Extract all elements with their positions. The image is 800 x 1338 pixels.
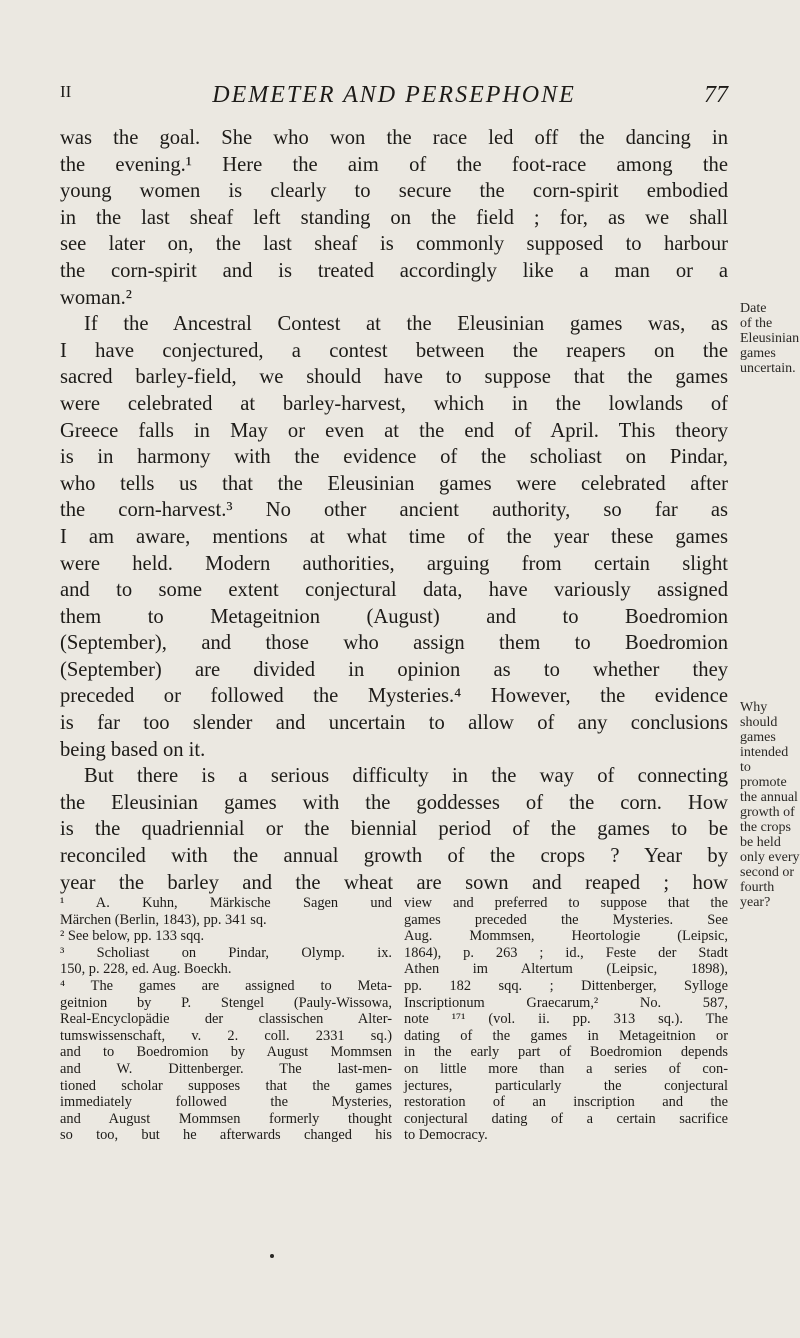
printer-mark (270, 1254, 274, 1258)
text-line: is in harmony with the evidence of the scholiast on Pindar, (60, 446, 728, 469)
text-line: If the Ancestral Contest at the Eleusinian games was, as (84, 313, 728, 336)
margin-note-line: only every (740, 850, 800, 865)
text-line: and to some extent conjectural data, have variously assigned (60, 579, 728, 602)
margin-note-why (740, 700, 800, 910)
text-line: who tells us that the Eleusinian games were celebrated after (60, 472, 728, 495)
footnotes-right-column (404, 895, 728, 1144)
footnote-line: ¹ A. Kuhn, Märkische Sagen und (60, 895, 392, 911)
text-line: is far too slender and uncertain to allow of any conclusions (60, 712, 728, 735)
footnote-line: and W. Dittenberger. The last-men- (60, 1060, 392, 1077)
margin-note-line: Why (740, 700, 768, 715)
text-line: (September) are divided in opinion as to whether they (60, 658, 728, 681)
margin-note-line: second or (740, 865, 795, 880)
margin-note-line: Date (740, 301, 767, 316)
running-title: DEMETER AND PERSEPHONE (212, 82, 576, 108)
text-line: I am aware, mentions at what time of the year these games (60, 525, 728, 548)
text-line: year the barley and the wheat are sown and reaped ; how (60, 871, 728, 894)
text-line: were celebrated at barley-harvest, which in the lowlands of (60, 392, 728, 415)
footnote-line: tioned scholar supposes that the games (60, 1077, 392, 1094)
main-text (60, 125, 728, 896)
text-line: (September), and those who assign them to Boedromion (60, 632, 728, 655)
running-header (60, 82, 728, 112)
footnote-line: pp. 182 sqq. ; Dittenberger, Sylloge (404, 977, 728, 994)
footnote-line: games preceded the Mysteries. See (404, 911, 728, 928)
footnote-line: geitnion by P. Stengel (Pauly-Wissowa, (60, 994, 392, 1011)
footnote-line: view and preferred to suppose that the (404, 895, 728, 911)
text-line: see later on, the last sheaf is commonly supposed to harbour (60, 233, 728, 256)
footnote-line: Athen im Altertum (Leipsic, 1898), (404, 961, 728, 978)
text-line: the evening.¹ Here the aim of the foot-race among the (60, 153, 728, 176)
text-line: were held. Modern authorities, arguing from certain slight (60, 552, 728, 575)
text-line: reconciled with the annual growth of the crops ? Year by (60, 845, 728, 868)
margin-note-line: games (740, 346, 776, 361)
footnote-line: Aug. Mommsen, Heortologie (Leipsic, (404, 928, 728, 945)
margin-note-line: growth of (740, 805, 795, 820)
footnotes-left-column (60, 895, 392, 1144)
footnote-line: 150, p. 228, ed. Aug. Boeckh. (60, 961, 232, 978)
margin-note-line: promote (740, 775, 787, 790)
footnote-line: note ¹⁷¹ (vol. ii. pp. 313 sq.). The (404, 1011, 728, 1028)
text-line: woman.² (60, 286, 132, 309)
margin-note-line: uncertain. (740, 361, 796, 376)
text-line: is the quadriennial or the biennial period of the games to be (60, 818, 728, 841)
footnote-line: tumswissenschaft, v. 2. coll. 2331 sq.) (60, 1027, 392, 1044)
footnote-line: Märchen (Berlin, 1843), pp. 341 sq. (60, 911, 267, 928)
margin-note-line: intended to (740, 745, 789, 775)
margin-note-line: should (740, 715, 778, 730)
margin-note-line: games (740, 730, 776, 745)
footnote-line: Real-Encyclopädie der classischen Alter- (60, 1011, 392, 1028)
text-line: I have conjectured, a contest between the reapers on the (60, 339, 728, 362)
footnote-line: jectures, particularly the conjectural (404, 1077, 728, 1094)
footnote-line: dating of the games in Metageitnion or (404, 1027, 728, 1044)
text-line: But there is a serious difficulty in the way of connecting (84, 765, 728, 788)
margin-note-line: fourth (740, 880, 775, 895)
text-line: being based on it. (60, 738, 206, 761)
footnote-line: to Democracy. (404, 1127, 488, 1144)
footnote-line: and to Boedromion by August Mommsen (60, 1044, 392, 1061)
footnote-line: 1864), p. 263 ; id., Feste der Stadt (404, 944, 728, 961)
margin-note-line: Eleusinian (740, 331, 800, 346)
page-number: 77 (704, 82, 728, 108)
text-line: the corn-harvest.³ No other ancient authority, so far as (60, 499, 728, 522)
footnote-line: in the early part of Boedromion depends (404, 1044, 728, 1061)
text-line: was the goal. She who won the race led off the dancing in (60, 127, 728, 149)
footnote-line: so too, but he afterwards changed his (60, 1127, 392, 1144)
footnote-line: and August Mommsen formerly thought (60, 1110, 392, 1127)
footnote-line: conjectural dating of a certain sacrifice (404, 1110, 728, 1127)
footnote-line: ² See below, pp. 133 sqq. (60, 928, 205, 945)
text-line: them to Metageitnion (August) and to Boedromion (60, 605, 728, 628)
footnote-line: Inscriptionum Graecarum,² No. 587, (404, 994, 728, 1011)
footnote-line: immediately followed the Mysteries, (60, 1094, 392, 1111)
margin-note-date (740, 301, 799, 376)
chapter-number: II (60, 82, 72, 101)
text-line: sacred barley-field, we should have to suppose that the games (60, 366, 728, 389)
margin-note-line: the crops (740, 820, 791, 835)
footnote-line: restoration of an inscription and the (404, 1094, 728, 1111)
margin-note-line: the annual (740, 790, 798, 805)
text-line: Greece falls in May or even at the end of April. This theory (60, 419, 728, 442)
text-line: the Eleusinian games with the goddesses of the corn. How (60, 791, 728, 814)
footnote-line: ³ Scholiast on Pindar, Olymp. ix. (60, 944, 392, 961)
text-line: in the last sheaf left standing on the field ; for, as we shall (60, 206, 728, 229)
text-line: preceded or followed the Mysteries.⁴ However, the evidence (60, 685, 728, 708)
footnote-line: on little more than a series of con- (404, 1060, 728, 1077)
footnote-line: ⁴ The games are assigned to Meta- (60, 977, 392, 994)
text-line: young women is clearly to secure the corn-spirit embodied (60, 180, 728, 203)
margin-note-line: year? (740, 895, 771, 910)
margin-note-line: be held (740, 835, 781, 850)
margin-note-line: of the (740, 316, 773, 331)
text-line: the corn-spirit and is treated accordingly like a man or a (60, 259, 728, 282)
